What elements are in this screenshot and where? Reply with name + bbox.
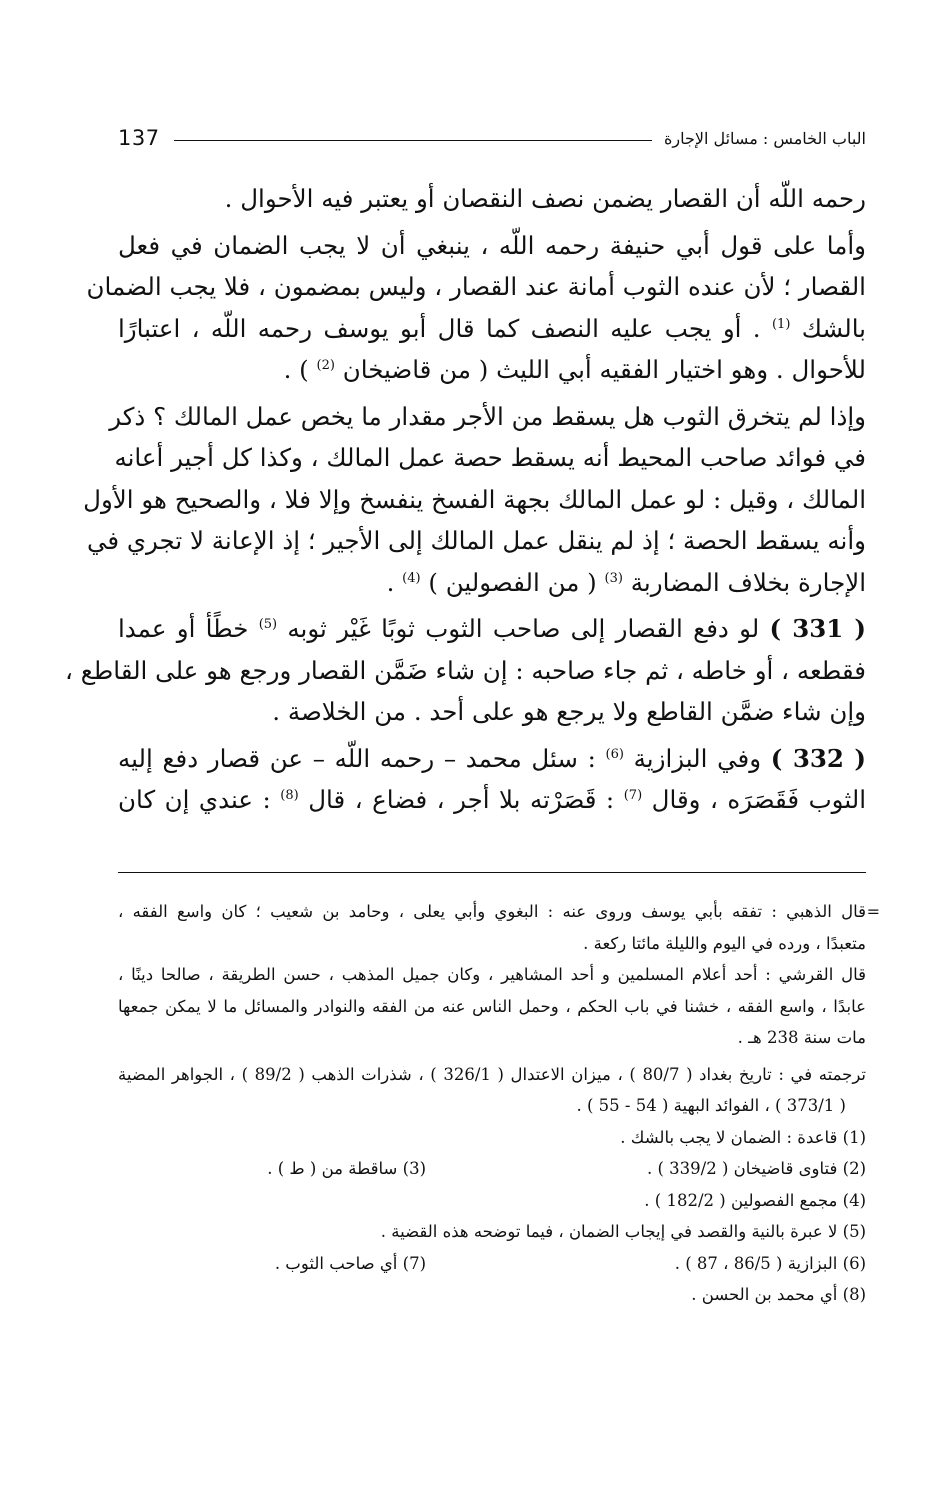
footnote-5: (5) لا عبرة بالنية والقصد في إيجاب الضمان ، فيما توضحه هذه القضية . xyxy=(380,1222,866,1241)
text-run: . xyxy=(386,567,395,597)
footnote-1: (1) قاعدة : الضمان لا يجب بالشك . xyxy=(620,1127,866,1147)
text-line xyxy=(118,608,866,650)
text-run: بالشك xyxy=(801,313,866,343)
footnote-line: ترجمته في : تاريخ بغداد ( 80/7 ) ، ميزان الاعتدال ( 326/1 ) ، شذرات الذهب ( 89/2 ) ، الجواهر المضية xyxy=(118,1064,867,1084)
text-run: وفي البزازية xyxy=(633,743,762,773)
footnote-line: قال الذهبي : تفقه بأبي يوسف وروى عنه : البغوي وأبي يعلى ، وحامد بن شعيب ؛ كان واسع الفقه ، xyxy=(118,902,866,921)
footnote-line: متعبدًا ، ورده في اليوم والليلة مائتا ركعة . xyxy=(583,933,866,953)
footnote-ref: (4) xyxy=(402,570,421,586)
text-line: وإذا لم يتخرق الثوب هل يسقط من الأجر مقدار ما يخص عمل المالك ؟ ذكر xyxy=(109,401,866,431)
issue-number: ( 332 ) xyxy=(770,743,866,773)
footnote-ref: (8) xyxy=(280,787,299,803)
text-run: الإجارة بخلاف المضاربة xyxy=(630,567,866,597)
text-run: : قَصَرْته بلا أجر ، فضاع ، قال xyxy=(308,785,615,814)
text-line: القصار ؛ لأن عنده الثوب أمانة عند القصار ، وليس بمضمون ، فلا يجب الضمان xyxy=(86,272,866,301)
footnote-6: (6) البزازية ( 86/5 ، 87 ) . xyxy=(674,1253,866,1273)
text-line: وأما على قول أبي حنيفة رحمه اللّه ، ينبغي أن لا يجب الضمان في فعل xyxy=(118,230,866,260)
footnote-ref: (1) xyxy=(771,316,791,332)
footnote-8: (8) أي محمد بن الحسن . xyxy=(691,1285,866,1304)
footnote-pair xyxy=(118,1248,866,1280)
footnote-line: قال القرشي : أحد أعلام المسلمين و أحد المشاهير ، وكان جميل المذهب ، حسن الطريقة ، صالحا دينًا ، xyxy=(118,965,866,984)
text-line xyxy=(118,779,866,821)
text-line xyxy=(118,349,866,391)
text-line: رحمه اللّه أن القصار يضمن نصف النقصان أو يعتبر فيه الأحوال . xyxy=(224,184,866,213)
footnote-3: (3) ساقطة من ( ط ) . xyxy=(267,1159,426,1178)
text-line: فقطعه ، أو خاطه ، ثم جاء صاحبه : إن شاء ضَمَّن القصار ورجع هو على القاطع ، xyxy=(65,655,866,685)
footnote-line: ( 373/1 ) ، الفوائد البهية ( 54 - 55 ) . xyxy=(576,1096,846,1115)
text-run: : سئل محمد – رحمه اللّه – عن قصار دفع إليه xyxy=(118,743,596,773)
page-header xyxy=(118,118,866,158)
text-line: وأنه يسقط الحصة ؛ إذ لم ينقل عمل المالك إلى الأجير ؛ إذ الإعانة لا تجري في xyxy=(86,526,866,555)
text-line xyxy=(118,562,866,604)
header-rule xyxy=(174,140,652,141)
running-title: الباب الخامس : مسائل الإجارة xyxy=(663,128,866,148)
text-line xyxy=(118,308,866,350)
footnote-ref: (6) xyxy=(605,746,624,762)
page-number: 137 xyxy=(118,126,160,150)
footnote-line: مات سنة 238 هـ . xyxy=(737,1028,866,1047)
footnote-pair xyxy=(118,1153,866,1185)
footnote-ref: (5) xyxy=(258,616,278,632)
footnote-7: (7) أي صاحب الثوب . xyxy=(274,1253,426,1273)
footnote-separator xyxy=(118,872,866,873)
continuation-mark: = xyxy=(866,902,880,921)
text-run: ) . xyxy=(283,355,309,384)
footnote-ref: (3) xyxy=(604,570,623,586)
text-run: . أو يجب عليه النصف كما قال أبو يوسف رحمه اللّه ، اعتبارًا xyxy=(118,313,761,343)
text-line: المالك ، وقيل : لو عمل المالك بجهة الفسخ ينفسخ وإلا فلا ، والصحيح هو الأول xyxy=(83,484,866,514)
footnotes xyxy=(118,896,880,1311)
footnote-4: (4) مجمع الفصولين ( 182/2 ) . xyxy=(644,1190,866,1210)
text-line: في فوائد صاحب المحيط أنه يسقط حصة عمل المالك ، وكذا كل أجير أعانه xyxy=(114,443,866,472)
footnote-line: عابدًا ، واسع الفقه ، خشنا في باب الحكم ، وحمل الناس عنه من الفقه والنوادر والمسائل ما لا يمكن جمعها xyxy=(118,996,866,1016)
footnote-ref: (2) xyxy=(316,357,335,373)
main-text xyxy=(65,178,866,821)
issue-number: ( 331 ) xyxy=(769,614,866,643)
text-line xyxy=(118,738,866,780)
text-run: للأحوال . وهو اختيار الفقيه أبي الليث ( من قاضيخان xyxy=(342,355,866,384)
text-line: وإن شاء ضمَّن القاطع ولا يرجع هو على أحد . من الخلاصة . xyxy=(272,697,866,726)
text-run: : عندي إن كان xyxy=(118,785,271,814)
text-run: لو دفع القصار إلى صاحب الثوب ثوبًا غَيْر ثوبه xyxy=(287,614,760,643)
text-run: خطًأ أو عمدا xyxy=(118,614,249,643)
text-run: ( من الفصولين ) xyxy=(428,567,597,597)
footnote-2: (2) فتاوى قاضيخان ( 339/2 ) . xyxy=(646,1159,866,1178)
text-run: الثوب فَقَصَرَه ، وقال xyxy=(651,785,866,814)
footnote-ref: (7) xyxy=(623,787,643,803)
